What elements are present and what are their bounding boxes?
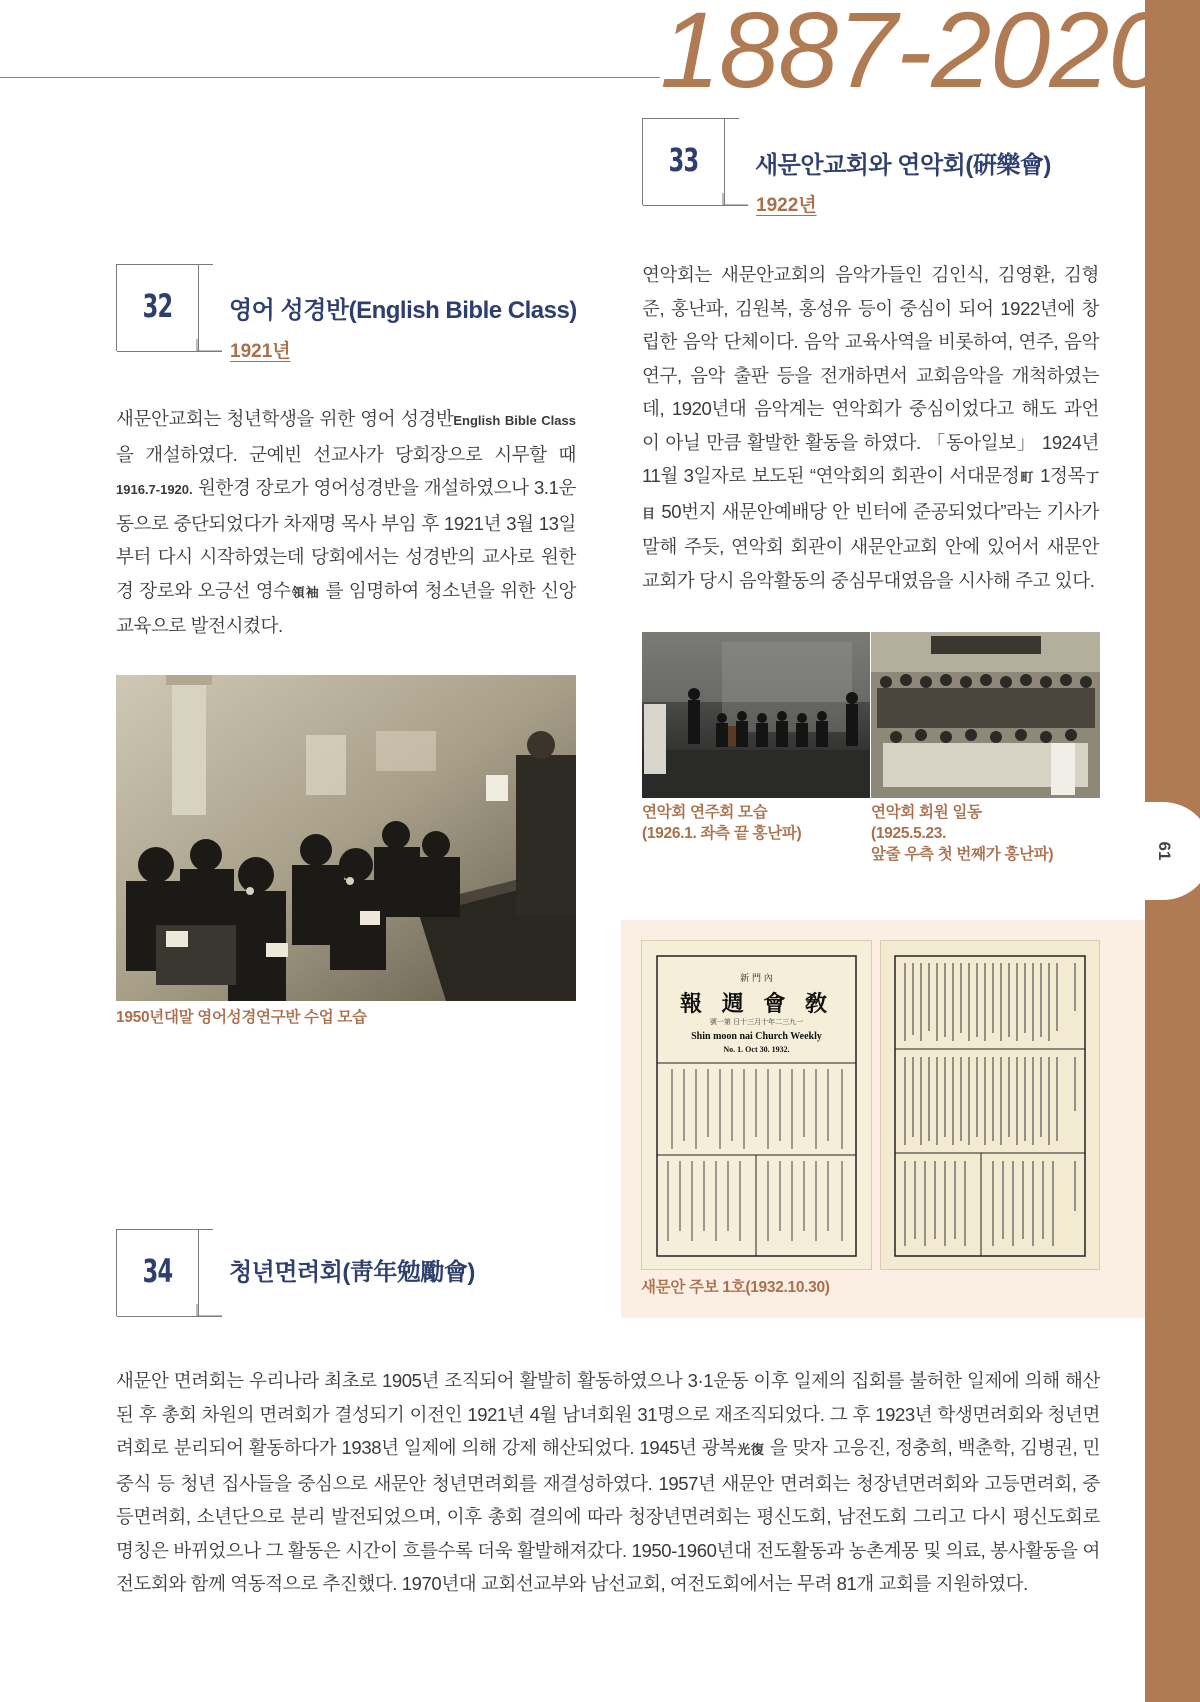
members-photo — [871, 632, 1100, 798]
bulletin-title: 報 週 會 敎 — [680, 991, 833, 1017]
bulletin-english-title: Shin moon nai Church Weekly — [691, 1031, 822, 1042]
caption-line: 앞줄 우측 첫 번째가 홍난파) — [871, 846, 1054, 863]
section-33-body — [642, 258, 1099, 597]
caption-line: (1926.1. 좌측 끝 홍난파) — [642, 825, 802, 842]
text-run: 1정목 — [1034, 465, 1085, 486]
text-run: 를 임명하여 청소년을 위한 신앙교육으로 발전시켰다. — [116, 579, 576, 636]
concert-photo-caption — [642, 802, 801, 844]
header-year-range: 1887-2020 — [660, 0, 1168, 110]
caption-line: (1925.5.23. — [871, 825, 947, 842]
hanja-annotation: 領袖 — [290, 584, 320, 600]
section-33-year: 1922년 — [756, 195, 817, 216]
text-run: 50번지 새문안예배당 안 빈터에 준공되었다”라는 기사가 말해 주듯, 연악회 회관이 새문안교회 안에 있어서 새문안교회가 당시 음악활동의 중심무대였음을 시사해 주고 있다. — [642, 500, 1099, 591]
section-32-number-box — [116, 264, 213, 351]
page-number: 61 — [1155, 841, 1174, 861]
corner-fold-icon — [723, 193, 753, 207]
section-33-title: 새문안교회와 연악회(硏樂會) — [755, 152, 1051, 179]
text-run: 새문안 면려회는 우리나라 최초로 1905년 조직되어 활발히 활동하였으나 3·1운동 이후 일제의 집회를 불허한 일제에 의해 해산된 후 총회 차원의 면려회가 결성되기 이전인 1921년 4월 남녀회원 31명으로 재조직되었다. 그 후 1923년 학생면려회와 청년면려회로 분리되어 활동하다가 1938년 일제에 의해 강제 해산되었다. 1945년 광복 — [116, 1370, 1100, 1458]
section-number: 32 — [142, 287, 173, 325]
section-number: 34 — [142, 1252, 173, 1290]
page-number-tab — [1078, 802, 1200, 900]
section-32-body — [116, 402, 576, 643]
english-annotation: English Bible Class — [453, 413, 576, 428]
section-32-title: 영어 성경반(English Bible Class) — [229, 297, 577, 324]
members-photo-caption — [871, 802, 1053, 865]
caption-line: 연악회 회원 일동 — [871, 804, 982, 821]
text-run: 을 개설하였다. 군예빈 선교사가 당회장으로 시무할 때 — [116, 443, 576, 465]
section-34-number-box — [116, 1229, 213, 1316]
bulletin-page-2 — [880, 940, 1100, 1270]
section-number: 33 — [668, 141, 699, 179]
text-run: 을 맞자 고응진, 정충희, 백춘학, 김병권, 민중식 등 청년 집사들을 중심으로 새문안 청년면려회를 재결성하였다. 1957년 새문안 면려회는 청장년면려회와 고등면려회, 중등면려회, 소년단으로 분리 발전되었으며, 이후 총회 결의에 따라 청장년면려회는 평신도회, 남전도회 그리고 다시 평신도회로 명칭은 바뀌었으나 그 활동은 시간이 흐를수록 더욱 활발해져갔다. 1950-1960년대 전도활동과 농촌계몽 및 의료, 봉사활동을 여전도회와 함께 역동적으로 추진했다. 1970년대 교회선교부와 남선교회, 여전도회에서는 무려 81개 교회를 지원하였다. — [116, 1437, 1100, 1594]
hanja-annotation: 丁目 — [642, 470, 1099, 521]
section-33-number-box — [642, 118, 739, 205]
bible-class-photo-caption: 1950년대말 영어성경연구반 수업 모습 — [116, 1009, 367, 1026]
text-run: 연악회는 새문안교회의 음악가들인 김인식, 김영환, 김형준, 홍난파, 김원복, 홍성유 등이 중심이 되어 1922년에 창립한 음악 단체이다. 음악 교육사역을 비롯하여, 연주, 음악 연구, 음악 출판 등을 전개하면서 교회음악을 개척하였는데, 1920년대 음악계는 연악회가 중심이었다고 해도 과언이 아닐 만큼 활발한 활동을 하였다. 「동아일보」 1924년 11월 3일자로 보도된 “연악회의 회관이 서대문정 — [642, 264, 1099, 486]
section-34-title: 청년면려회(靑年勉勵會) — [229, 1259, 475, 1286]
bulletin-header-small: 新 門 內 — [740, 974, 773, 984]
section-34-body — [116, 1364, 1100, 1601]
concert-photo — [642, 632, 870, 798]
bulletin-caption: 새문안 주보 1호(1932.10.30) — [641, 1279, 830, 1296]
hanja-annotation: 町 — [1019, 470, 1035, 485]
corner-fold-icon — [197, 339, 227, 353]
hanja-annotation: 光復 — [736, 1442, 765, 1457]
caption-line: 연악회 연주회 모습 — [642, 804, 768, 821]
text-run: 원한경 장로가 영어성경반을 개설하였으나 3.1운동으로 중단되었다가 차재명 목사 부임 후 1921년 3월 13일부터 다시 시작하였는데 당회에서는 성경반의 교사로 원한경 장로와 오긍선 영수 — [116, 477, 576, 601]
bible-class-photo — [116, 675, 576, 1001]
bulletin-issue-line: 號一第 日十三月十年二三九一 — [709, 1018, 804, 1026]
bulletin-page-1 — [641, 940, 872, 1270]
section-32-year: 1921년 — [230, 341, 291, 362]
text-run: 새문안교회는 청년학생을 위한 영어 성경반 — [116, 408, 454, 429]
date-annotation: 1916.7-1920. — [116, 482, 193, 497]
corner-fold-icon — [197, 1304, 227, 1318]
bulletin-english-issue: No. 1. Oct 30. 1932. — [723, 1045, 790, 1054]
header-rule — [0, 77, 660, 78]
